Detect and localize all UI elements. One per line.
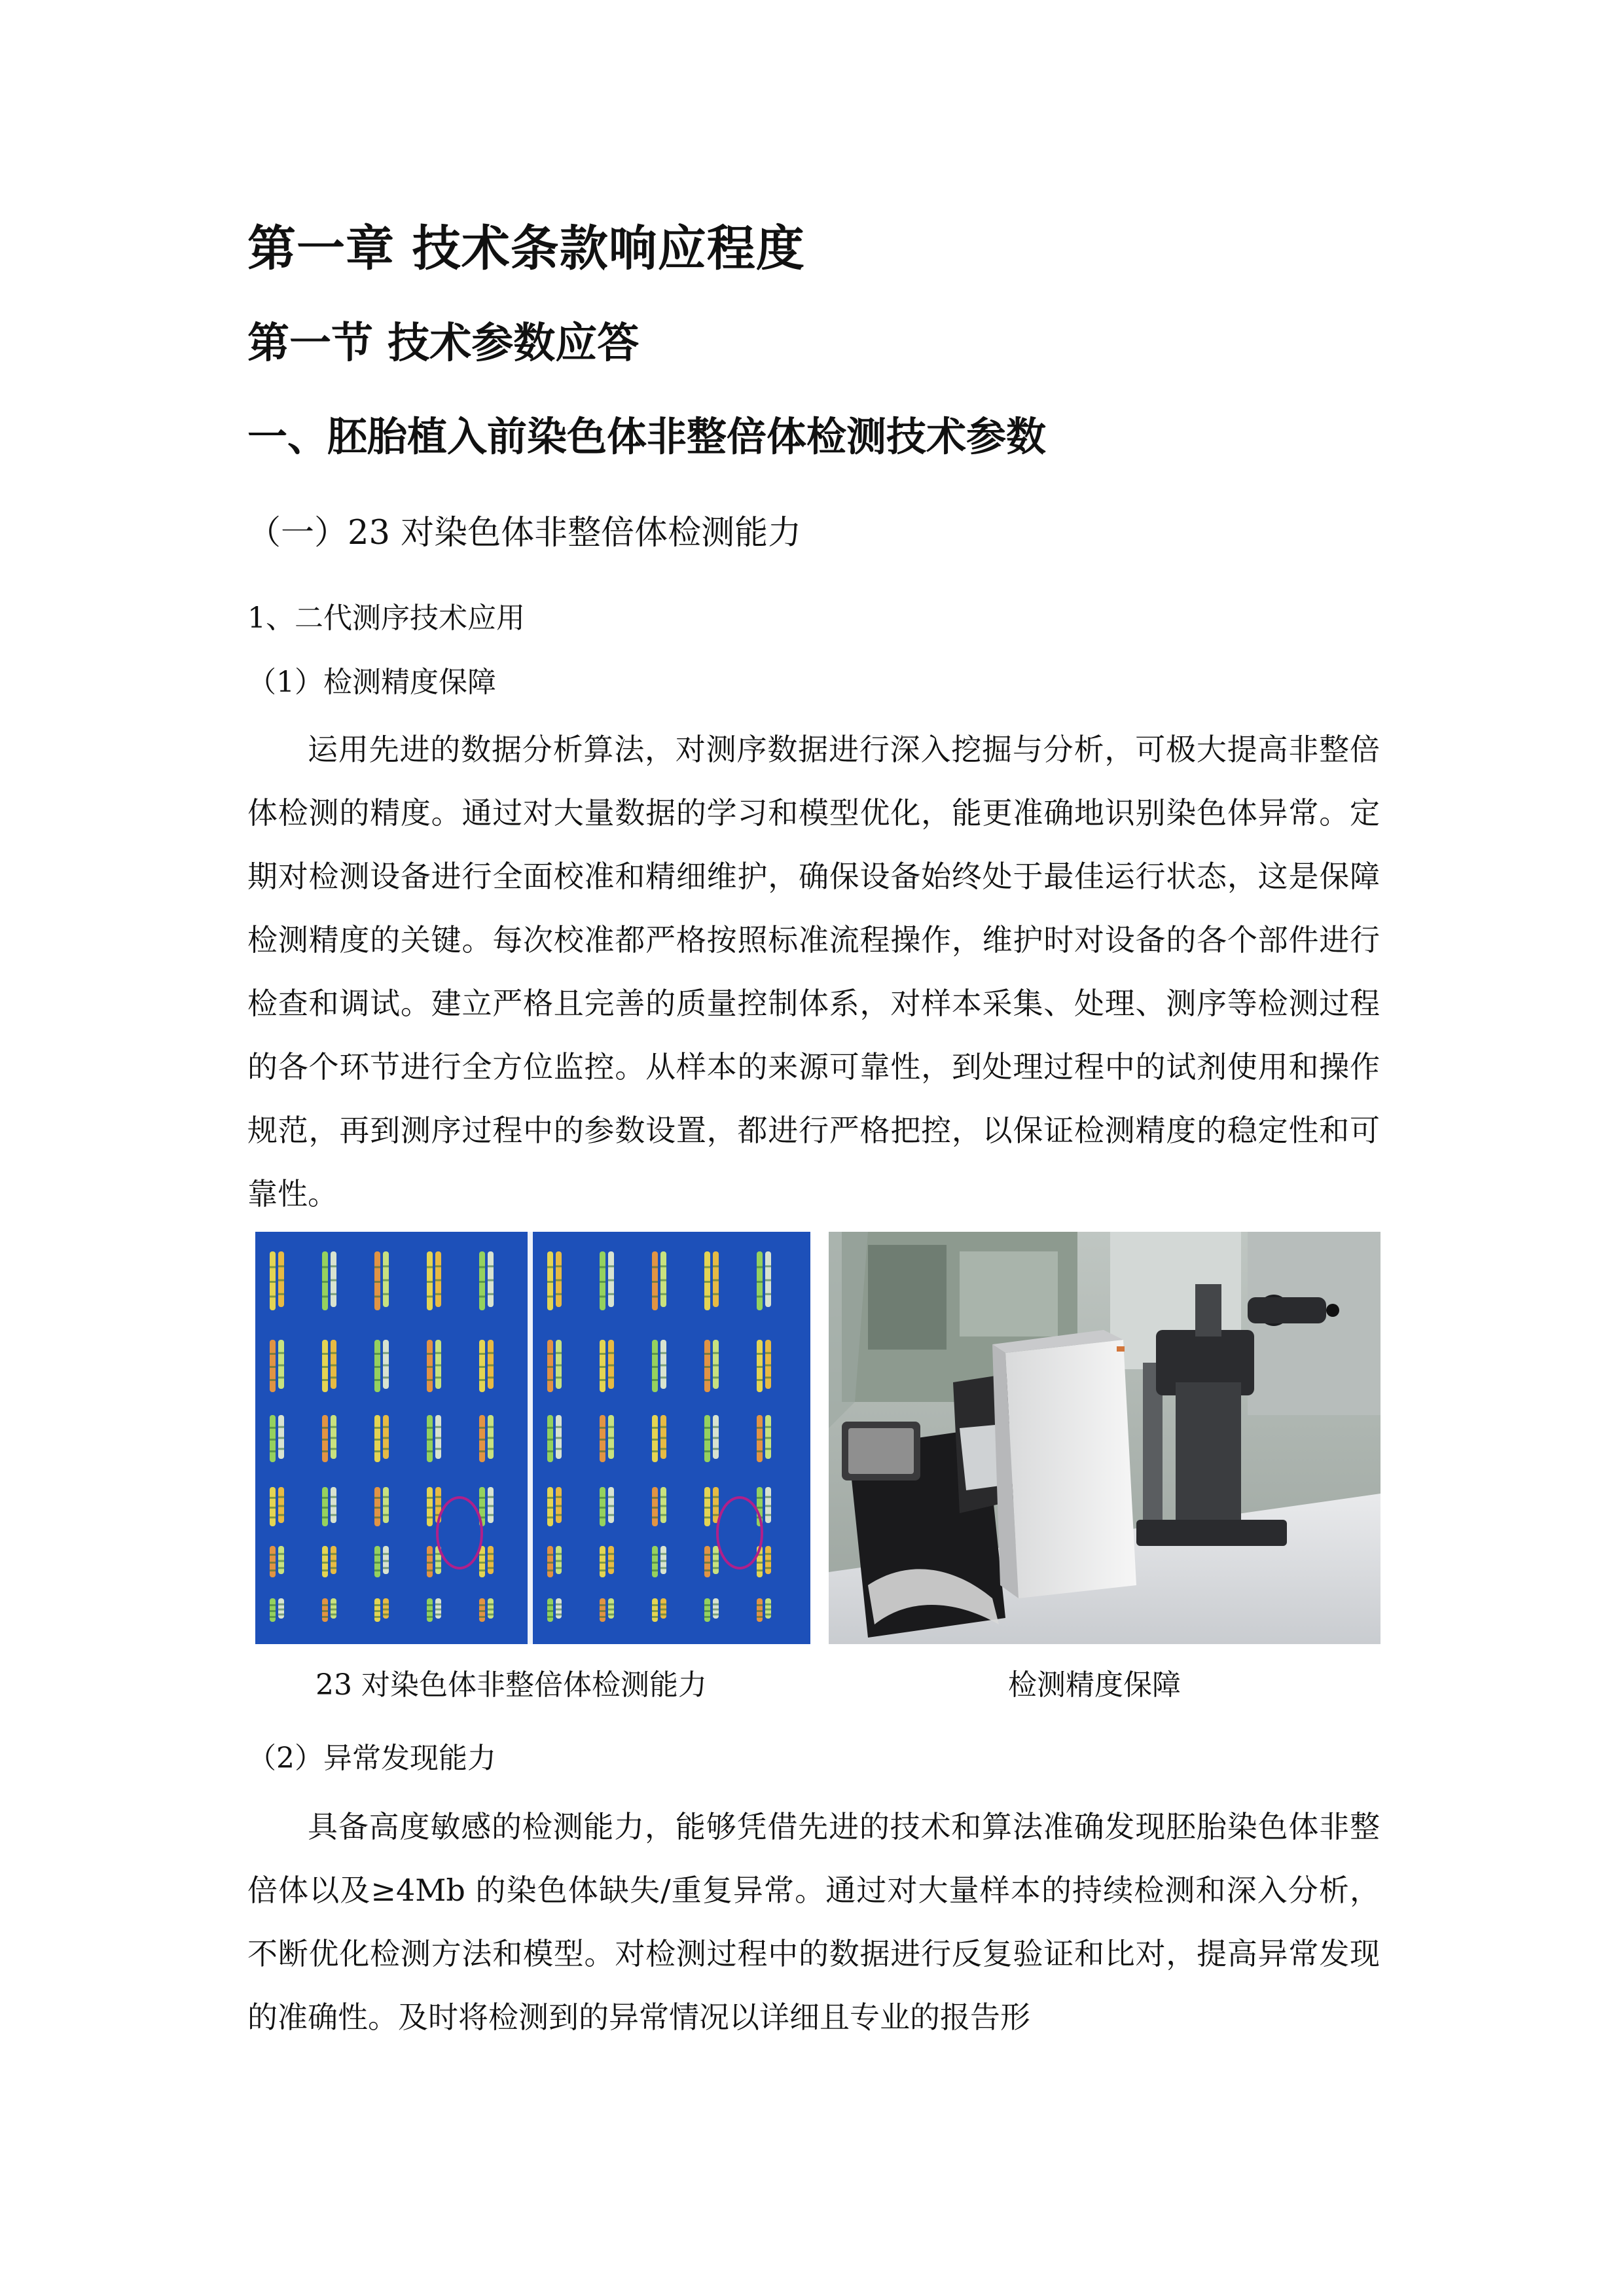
heading-level-1: 一、胚胎植入前染色体非整倍体检测技术参数	[247, 414, 1047, 460]
chapter-title: 第一章 技术条款响应程度	[247, 221, 805, 277]
body-paragraph-precision: 运用先进的数据分析算法，对测序数据进行深入挖掘与分析，可极大提高非整倍体检测的精度。通过对大量数据的学习和模型优化，能更准确地识别染色体异常。定期对检测设备进行全面校准和精细维护，确保设备始终处于最佳运行状态，这是保障检测精度的关键。每次校准都严格按照标准流程操作，维护时对设备的各个部件进行检查和调试。建立严格且完善的质量控制体系，对样本采集、处理、测序等检测过程的各个环节进行全方位监控。从样本的来源可靠性，到处理过程中的试剂使用和操作规范，再到测序过程中的参数设置，都进行严格把控，以保证检测精度的稳定性和可靠性。	[247, 732, 1380, 1211]
figure-caption-karyotype: 23 对染色体非整倍体检测能力	[316, 1668, 707, 1702]
lab-equipment-image	[829, 1232, 1380, 1644]
section-title: 第一节 技术参数应答	[247, 319, 640, 368]
body-paragraph-anomaly: 具备高度敏感的检测能力，能够凭借先进的技术和算法准确发现胚胎染色体非整倍体以及≥4Mb 的染色体缺失/重复异常。通过对大量样本的持续检测和深入分析，不断优化检测方法和模型。对检测过程中的数据进行反复验证和比对，提高异常发现的准确性。及时将检测到的异常情况以详细且专业的报告形	[247, 1809, 1380, 2035]
karyotype-image	[255, 1232, 810, 1644]
heading-level-3: 1、二代测序技术应用	[247, 601, 525, 635]
figure-caption-equipment: 检测精度保障	[1008, 1668, 1181, 1702]
heading-level-2: （一）23 对染色体非整倍体检测能力	[247, 514, 802, 552]
heading-level-4: （1）检测精度保障	[247, 666, 496, 699]
heading-level-4-anomaly: （2）异常发现能力	[247, 1742, 496, 1775]
